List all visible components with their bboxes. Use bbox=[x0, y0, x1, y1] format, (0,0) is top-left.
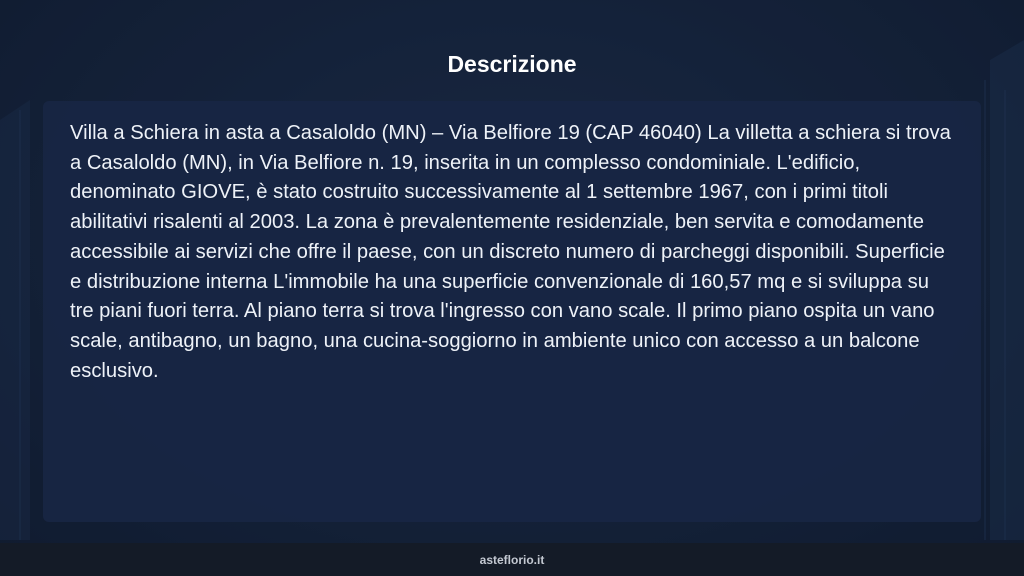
footer-bar bbox=[0, 543, 1024, 576]
page-title: Descrizione bbox=[447, 51, 577, 77]
description-text: Villa a Schiera in asta a Casaloldo (MN) – Via Belfiore 19 (CAP 46040) La villetta a schiera si trova a Casaloldo (MN), in Via Belfiore n. 19, inserita in un complesso condominiale. L'edificio, denominato GIOVE, è stato costruito successivamente al 1 settembre 1967, con i primi titoli abilitativi risalenti al 2003. La zona è prevalentemente residenziale, ben servita e comodamente accessibile ai servizi che offre il paese, con un discreto numero di parcheggi disponibili. Superficie e distribuzione interna L'immobile ha una superficie convenzionale di 160,57 mq e si sviluppa su tre piani fuori terra. Al piano terra si trova l'ingresso con vano scale. Il primo piano ospita un vano scale, antibagno, un bagno, una cucina-soggiorno in ambiente unico con accesso a un balcone esclusivo. bbox=[70, 122, 951, 382]
description-card bbox=[43, 101, 981, 522]
footer-site-label: asteflorio.it bbox=[479, 552, 545, 567]
